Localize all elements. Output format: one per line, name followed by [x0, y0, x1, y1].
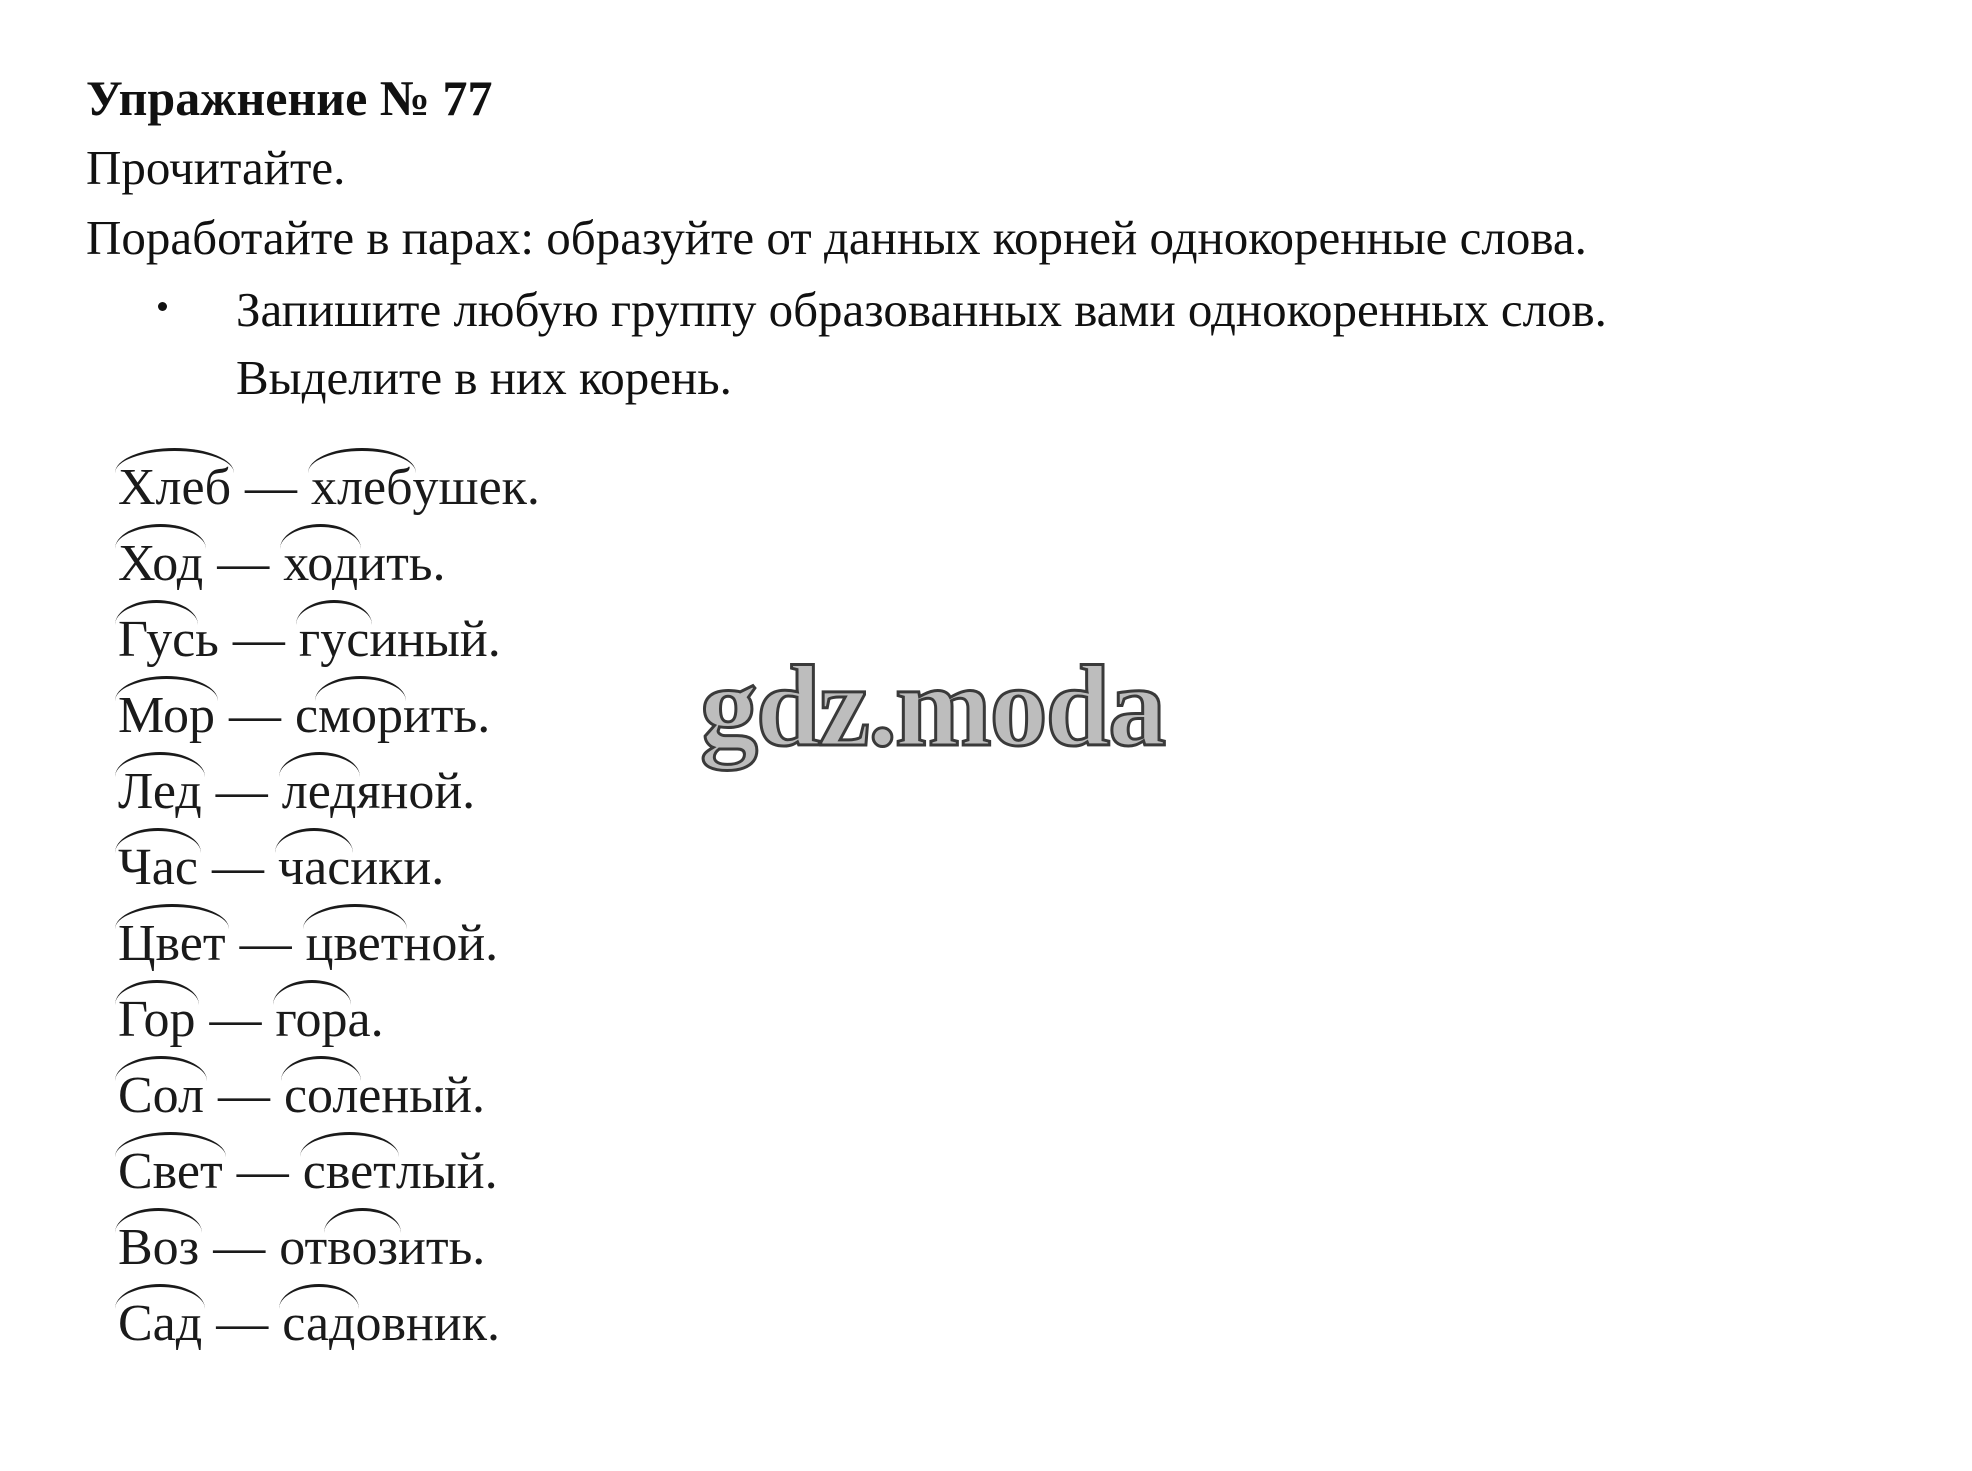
- base-word: [118, 678, 215, 754]
- derived-word-suffix: иный.: [369, 611, 501, 668]
- bullet-line-2: Выделите в них корень.: [236, 350, 732, 405]
- derived-word-root: лед: [282, 754, 357, 830]
- base-word: [118, 754, 202, 830]
- base-word-root: Гус: [118, 602, 195, 678]
- base-word-root: Ход: [118, 526, 203, 602]
- base-word-root: Час: [118, 830, 198, 906]
- dash-separator: —: [245, 459, 298, 516]
- bullet-dot-icon: [158, 302, 167, 311]
- word-pair-row: [118, 906, 498, 982]
- dash-separator: —: [211, 839, 264, 896]
- derived-word-suffix: ить.: [358, 535, 446, 592]
- derived-word-root: гус: [299, 602, 369, 678]
- derived-word: [284, 1058, 485, 1134]
- derived-word-suffix: ушек.: [412, 459, 540, 516]
- word-pair-row: [118, 602, 501, 678]
- dash-separator: —: [215, 763, 268, 820]
- derived-word-suffix: ной.: [403, 915, 499, 972]
- derived-word-suffix: лый.: [395, 1143, 498, 1200]
- dash-separator: —: [216, 1295, 269, 1352]
- base-word: [118, 982, 196, 1058]
- word-pair-row: [118, 678, 490, 754]
- derived-word-suffix: яной.: [356, 763, 476, 820]
- derived-word: [299, 602, 501, 678]
- base-word: [118, 526, 203, 602]
- base-word: [118, 906, 226, 982]
- word-pair-row: [118, 1286, 500, 1362]
- dash-separator: —: [228, 687, 281, 744]
- derived-word: [306, 906, 499, 982]
- derived-word-prefix: с: [294, 687, 319, 744]
- base-word: [118, 1058, 204, 1134]
- derived-word: [295, 678, 490, 754]
- base-word-root: Лед: [118, 754, 202, 830]
- derived-word-root: свет: [303, 1134, 396, 1210]
- word-pair-row: [118, 754, 475, 830]
- instruction-pairs: Поработайте в парах: образуйте от данных корней однокоренные слова.: [86, 210, 1587, 265]
- word-pair-row: [118, 526, 446, 602]
- derived-word: [283, 526, 445, 602]
- instruction-read: Прочитайте.: [86, 140, 346, 195]
- word-pair-row: [118, 982, 384, 1058]
- word-pair-row: [118, 1210, 485, 1286]
- derived-word-root: воз: [327, 1210, 398, 1286]
- derived-word: [279, 1210, 485, 1286]
- derived-word-suffix: ики.: [350, 839, 445, 896]
- derived-word: [282, 1286, 500, 1362]
- derived-word: [311, 450, 540, 526]
- derived-word-suffix: ить.: [402, 687, 491, 744]
- derived-word-root: сад: [282, 1286, 355, 1362]
- derived-word-suffix: ить.: [398, 1219, 486, 1276]
- base-word: [118, 602, 219, 678]
- base-word: [118, 1134, 223, 1210]
- base-word-ending: ь: [195, 611, 219, 668]
- word-pair-row: [118, 830, 444, 906]
- base-word-root: Цвет: [118, 906, 226, 982]
- base-word-root: Сад: [118, 1286, 202, 1362]
- derived-word-prefix: от: [279, 1219, 328, 1276]
- base-word: [118, 1210, 199, 1286]
- derived-word-root: хлеб: [311, 450, 413, 526]
- watermark: gdz.moda: [700, 643, 1165, 771]
- word-pair-row: [118, 1058, 485, 1134]
- derived-word: [278, 830, 444, 906]
- dash-separator: —: [217, 1067, 270, 1124]
- word-pair-row: [118, 450, 540, 526]
- dash-separator: —: [239, 915, 292, 972]
- exercise-title: Упражнение № 77: [86, 70, 493, 126]
- base-word-root: Воз: [118, 1210, 199, 1286]
- dash-separator: —: [217, 535, 270, 592]
- derived-word-root: ход: [283, 526, 358, 602]
- dash-separator: —: [209, 991, 262, 1048]
- derived-word-suffix: а.: [347, 991, 384, 1048]
- derived-word: [282, 754, 475, 830]
- base-word: [118, 830, 198, 906]
- bullet-line-1: Запишите любую группу образованных вами однокоренных слов.: [236, 282, 1607, 337]
- derived-word-suffix: овник.: [355, 1295, 500, 1352]
- base-word-root: Мор: [118, 678, 215, 754]
- derived-word-root: гор: [276, 982, 348, 1058]
- bullet-text: [236, 276, 1607, 412]
- base-word-root: Гор: [118, 982, 196, 1058]
- derived-word-suffix: еный.: [358, 1067, 485, 1124]
- derived-word-root: мор: [318, 678, 403, 754]
- dash-separator: —: [213, 1219, 266, 1276]
- base-word-root: Хлеб: [118, 450, 231, 526]
- word-pair-row: [118, 1134, 498, 1210]
- derived-word-root: час: [278, 830, 350, 906]
- derived-word-root: цвет: [306, 906, 404, 982]
- derived-word-root: сол: [284, 1058, 358, 1134]
- base-word-root: Свет: [118, 1134, 223, 1210]
- base-word: [118, 1286, 202, 1362]
- derived-word: [276, 982, 384, 1058]
- base-word-root: Сол: [118, 1058, 204, 1134]
- base-word: [118, 450, 231, 526]
- dash-separator: —: [236, 1143, 289, 1200]
- dash-separator: —: [232, 611, 285, 668]
- derived-word: [303, 1134, 498, 1210]
